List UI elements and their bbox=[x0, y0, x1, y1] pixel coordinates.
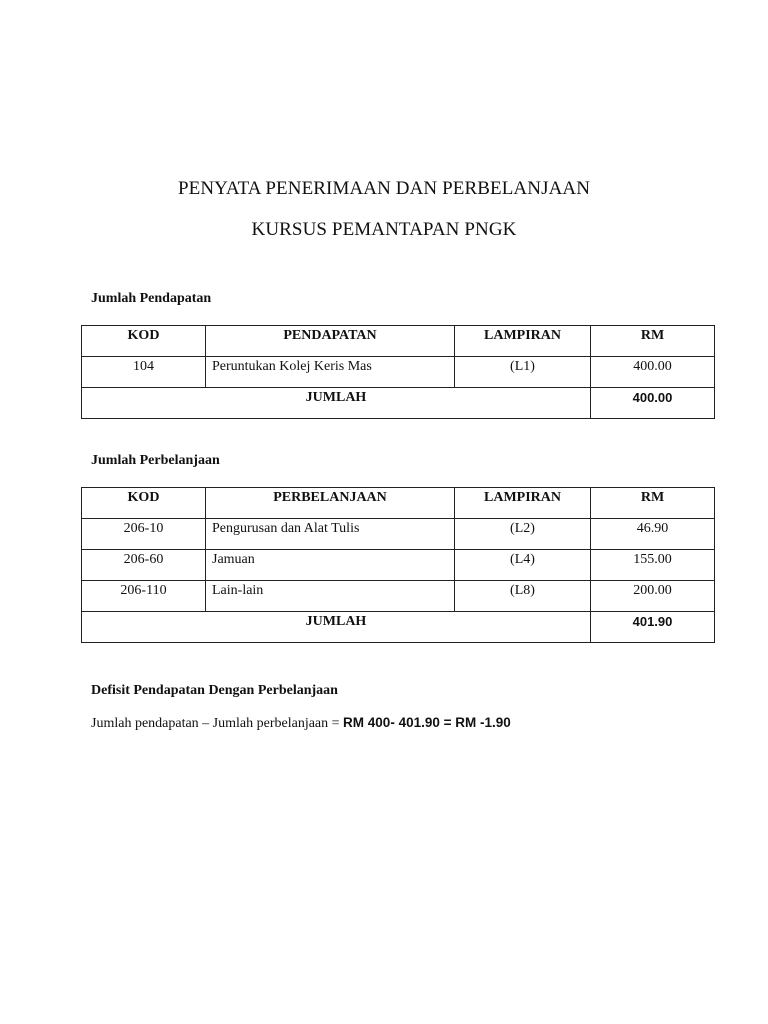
total-row bbox=[82, 612, 715, 643]
table-header-row bbox=[82, 488, 715, 519]
total-label: JUMLAH bbox=[82, 612, 591, 643]
formula-text: Jumlah pendapatan – Jumlah perbelanjaan = bbox=[91, 716, 344, 731]
income-section-heading: Jumlah Pendapatan bbox=[91, 291, 212, 306]
header-lampiran: LAMPIRAN bbox=[455, 326, 591, 357]
cell-kod: 206-110 bbox=[82, 581, 206, 612]
cell-rm: 200.00 bbox=[591, 581, 715, 612]
total-value: 400.00 bbox=[591, 388, 715, 419]
table-row bbox=[82, 581, 715, 612]
table-header-row bbox=[82, 326, 715, 357]
cell-kod: 206-10 bbox=[82, 519, 206, 550]
cell-description: Jamuan bbox=[206, 550, 455, 581]
expense-table bbox=[81, 487, 715, 643]
total-value: 401.90 bbox=[591, 612, 715, 643]
header-kod: KOD bbox=[82, 326, 206, 357]
deficit-formula bbox=[91, 715, 511, 732]
table-row bbox=[82, 357, 715, 388]
expense-section-heading: Jumlah Perbelanjaan bbox=[91, 453, 220, 468]
document-title: PENYATA PENERIMAAN DAN PERBELANJAAN bbox=[177, 178, 591, 199]
table-row bbox=[82, 519, 715, 550]
cell-rm: 400.00 bbox=[591, 357, 715, 388]
header-rm: RM bbox=[591, 326, 715, 357]
cell-kod: 104 bbox=[82, 357, 206, 388]
table-row bbox=[82, 550, 715, 581]
cell-description: Lain-lain bbox=[206, 581, 455, 612]
formula-result: RM 400- 401.90 = RM -1.90 bbox=[343, 715, 511, 730]
total-label: JUMLAH bbox=[82, 388, 591, 419]
header-kod: KOD bbox=[82, 488, 206, 519]
total-row bbox=[82, 388, 715, 419]
cell-lampiran: (L2) bbox=[455, 519, 591, 550]
header-pendapatan: PENDAPATAN bbox=[206, 326, 455, 357]
header-perbelanjaan: PERBELANJAAN bbox=[206, 488, 455, 519]
cell-kod: 206-60 bbox=[82, 550, 206, 581]
document-subtitle: KURSUS PEMANTAPAN PNGK bbox=[251, 219, 517, 240]
header-rm: RM bbox=[591, 488, 715, 519]
cell-lampiran: (L4) bbox=[455, 550, 591, 581]
cell-description: Pengurusan dan Alat Tulis bbox=[206, 519, 455, 550]
cell-rm: 155.00 bbox=[591, 550, 715, 581]
cell-rm: 46.90 bbox=[591, 519, 715, 550]
income-table bbox=[81, 325, 715, 419]
header-lampiran: LAMPIRAN bbox=[455, 488, 591, 519]
deficit-section-heading: Defisit Pendapatan Dengan Perbelanjaan bbox=[91, 683, 338, 698]
cell-lampiran: (L1) bbox=[455, 357, 591, 388]
cell-description: Peruntukan Kolej Keris Mas bbox=[206, 357, 455, 388]
cell-lampiran: (L8) bbox=[455, 581, 591, 612]
